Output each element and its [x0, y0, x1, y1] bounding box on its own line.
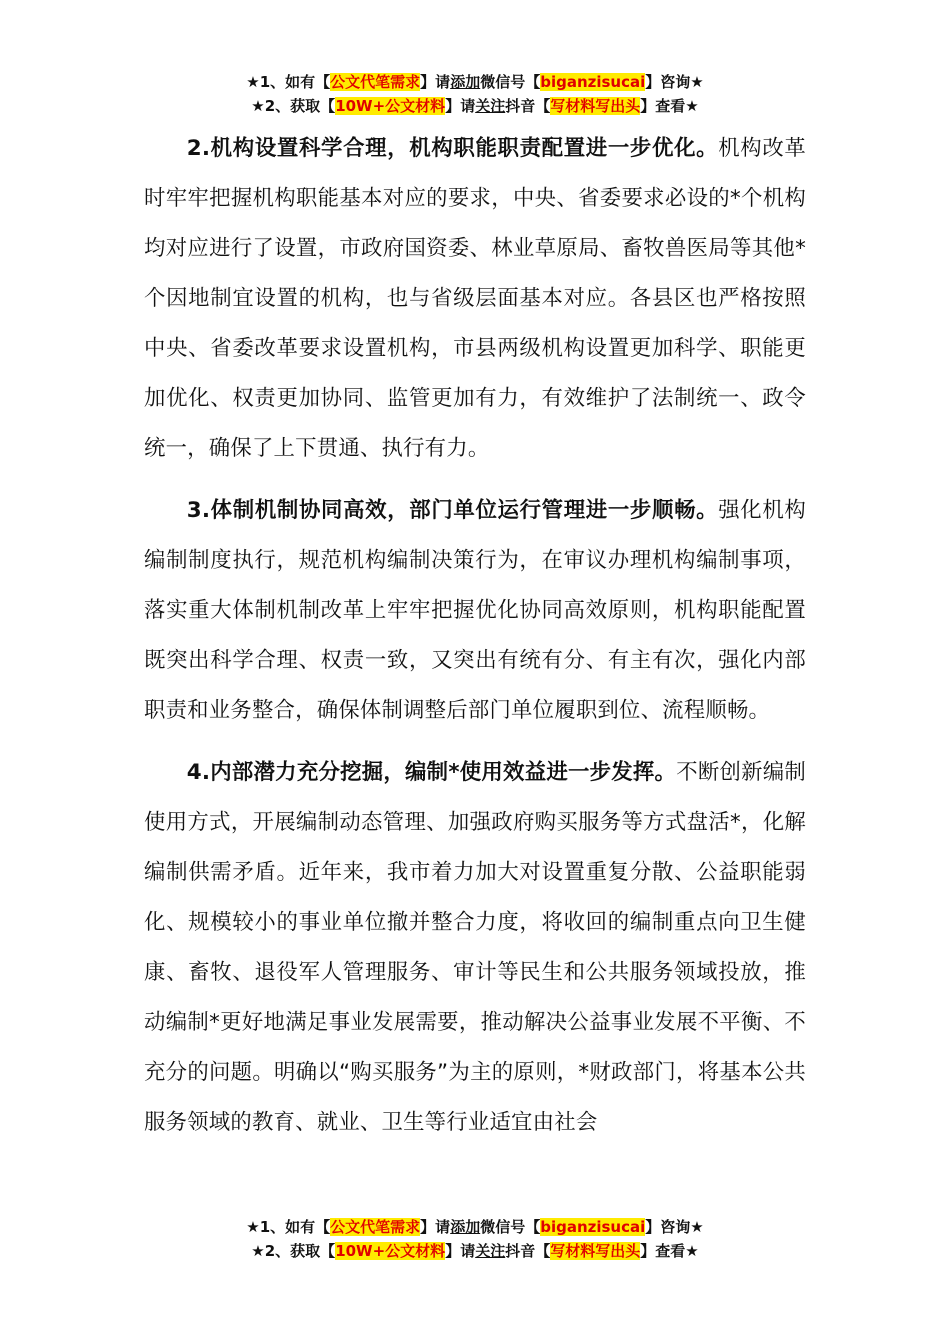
paragraph-3: [144, 486, 806, 736]
banner-underlined-text: 添加: [450, 73, 481, 91]
banner-text: 】查看★: [640, 97, 699, 115]
paragraph-text: 强化机构编制制度执行，规范机构编制决策行为，在审议办理机构编制事项，落实重大体制机制改革上牢牢把握优化协同高效原则，机构职能配置既突出科学合理、权责一致，又突出有统有分、有主有次，强化内部职责和业务整合，确保体制调整后部门单位履职到位、流程顺畅。: [144, 498, 806, 723]
banner-line-2: [0, 1239, 950, 1263]
banner-highlight-wechat-id: biganzisucai: [540, 73, 646, 91]
banner-text: 抖音【: [505, 1242, 551, 1260]
banner-text: 】请: [420, 1218, 451, 1236]
banner-text: ★2、获取【: [251, 97, 336, 115]
banner-text: 】请: [445, 97, 476, 115]
banner-highlight-materials: 10W+公文材料: [335, 1242, 446, 1260]
banner-underlined-text: 关注: [475, 1242, 506, 1260]
banner-text: 】请: [420, 73, 451, 91]
banner-text: ★1、如有【: [246, 1218, 331, 1236]
banner-line-1: [0, 1215, 950, 1239]
banner-underlined-text: 关注: [475, 97, 506, 115]
banner-text: 】咨询★: [645, 1218, 704, 1236]
banner-text: 微信号【: [480, 73, 541, 91]
paragraph-text: 不断创新编制使用方式，开展编制动态管理、加强政府购买服务等方式盘活*，化解编制供需矛盾。近年来，我市着力加大对设置重复分散、公益职能弱化、规模较小的事业单位撤并整合力度，将收回的编制重点向卫生健康、畜牧、退役军人管理服务、审计等民生和公共服务领域投放，推动编制*更好地满足事业发展需要，推动解决公益事业发展不平衡、不充分的问题。明确以“购买服务”为主的原则，*财政部门，将基本公共服务领域的教育、就业、卫生等行业适宜由社会: [144, 760, 807, 1135]
header-banner: [0, 70, 950, 118]
banner-text: ★2、获取【: [251, 1242, 336, 1260]
paragraph-heading: 3.体制机制协同高效，部门单位运行管理进一步顺畅。: [186, 498, 719, 523]
document-body: [144, 124, 806, 1160]
banner-highlight-douyin-account: 写材料写出头: [550, 1242, 641, 1260]
banner-text: ★1、如有【: [246, 73, 331, 91]
banner-highlight-service: 公文代笔需求: [330, 1218, 421, 1236]
banner-text: 】咨询★: [645, 73, 704, 91]
banner-highlight-wechat-id: biganzisucai: [540, 1218, 646, 1236]
banner-text: 微信号【: [480, 1218, 541, 1236]
paragraph-heading: 2.机构设置科学合理，机构职能职责配置进一步优化。: [186, 136, 719, 161]
banner-highlight-materials: 10W+公文材料: [335, 97, 446, 115]
paragraph-text: 机构改革时牢牢把握机构职能基本对应的要求，中央、省委要求必设的*个机构均对应进行了设置，市政府国资委、林业草原局、畜牧兽医局等其他*个因地制宜设置的机构，也与省级层面基本对应。各县区也严格按照中央、省委改革要求设置机构，市县两级机构设置更加科学、职能更加优化、权责更加协同、监管更加有力，有效维护了法制统一、政令统一，确保了上下贯通、执行有力。: [144, 136, 806, 461]
banner-line-2: [0, 94, 950, 118]
banner-text: 抖音【: [505, 97, 551, 115]
paragraph-heading: 4.内部潜力充分挖掘，编制*使用效益进一步发挥。: [186, 760, 677, 785]
banner-highlight-service: 公文代笔需求: [330, 73, 421, 91]
banner-highlight-douyin-account: 写材料写出头: [550, 97, 641, 115]
paragraph-4: [144, 748, 806, 1148]
banner-underlined-text: 添加: [450, 1218, 481, 1236]
banner-text: 】请: [445, 1242, 476, 1260]
footer-banner: [0, 1215, 950, 1263]
paragraph-2: [144, 124, 806, 474]
banner-text: 】查看★: [640, 1242, 699, 1260]
banner-line-1: [0, 70, 950, 94]
